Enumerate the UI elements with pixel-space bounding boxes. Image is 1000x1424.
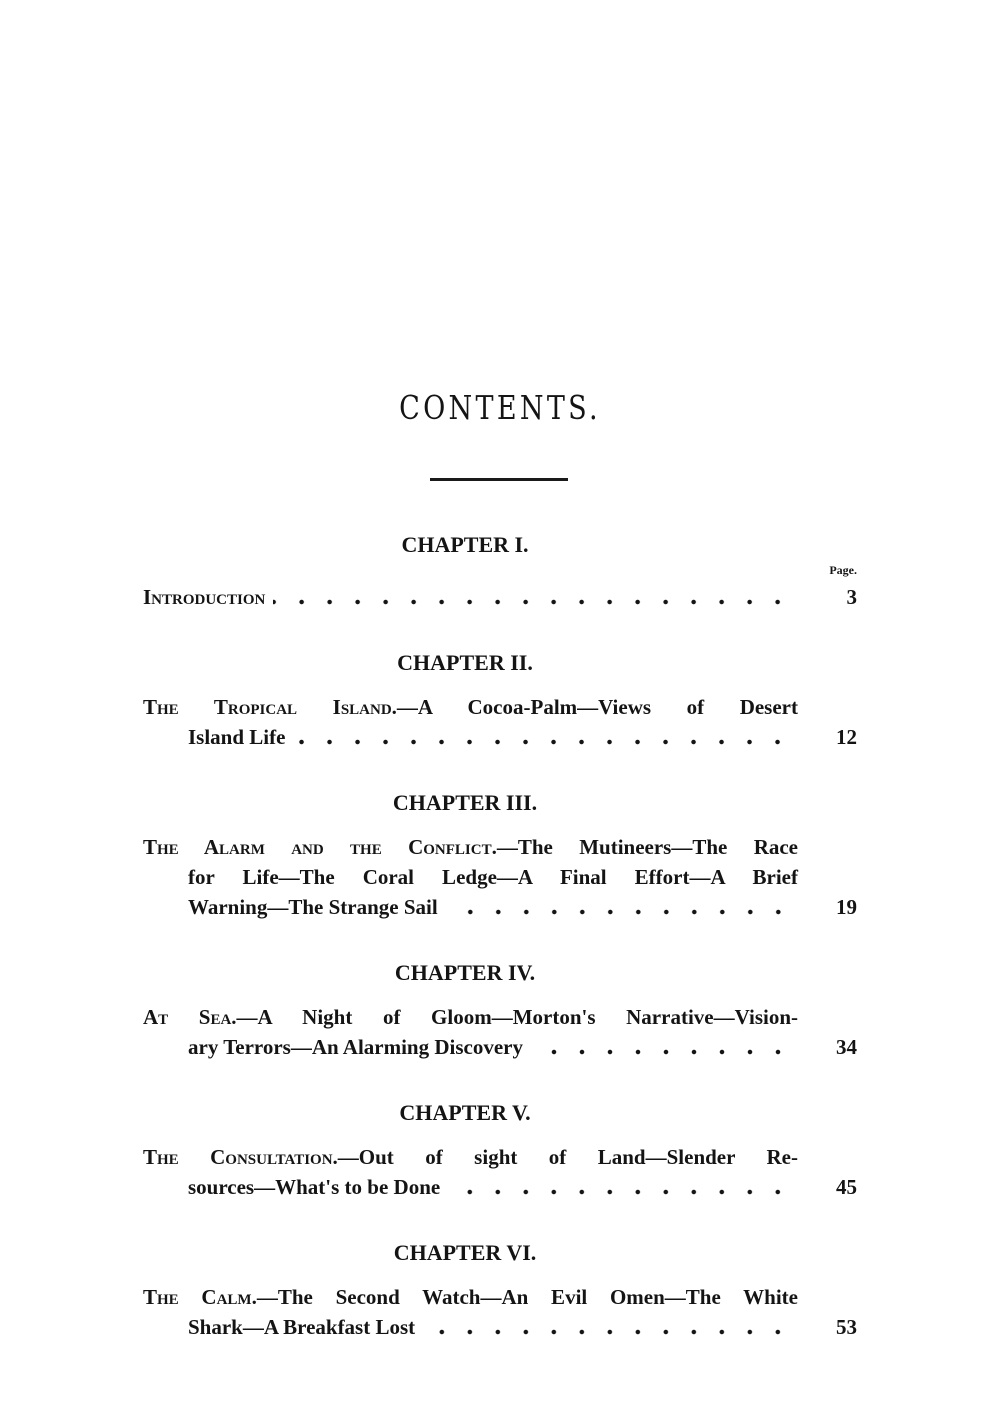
toc-line-text (188, 862, 798, 892)
section-summary: —Out of sight of Land—Slender Re- (337, 1145, 798, 1169)
toc-line-text (143, 832, 798, 862)
toc-line (143, 722, 857, 752)
page-title: CONTENTS. (399, 388, 601, 427)
table-of-contents (143, 530, 857, 1378)
section-title: Introduction (143, 585, 266, 609)
chapter-heading: CHAPTER II. (397, 650, 533, 675)
section-title: At Sea. (143, 1005, 237, 1029)
chapter-heading: CHAPTER I. (401, 532, 529, 557)
dot-leader (423, 1329, 792, 1335)
chapter-entry (143, 788, 857, 922)
toc-line-text (143, 1002, 798, 1032)
section-summary: Warning—The Strange Sail (188, 895, 438, 919)
section-title: The Consultation. (143, 1145, 338, 1169)
dot-leader (293, 739, 792, 745)
chapter-heading: CHAPTER III. (392, 790, 538, 815)
toc-line (143, 1282, 857, 1312)
section-summary: for Life—The Coral Ledge—A Final Effort—A Brief (188, 865, 798, 889)
toc-line-text (143, 582, 265, 612)
toc-line (143, 1312, 857, 1342)
section-summary: Shark—A Breakfast Lost (188, 1315, 416, 1339)
toc-line-text (188, 1172, 440, 1202)
chapter-entry (143, 1098, 857, 1202)
section-summary: —The Second Watch—An Evil Omen—The White (256, 1285, 798, 1309)
section-summary: sources—What's to be Done (188, 1175, 441, 1199)
section-summary: ary Terrors—An Alarming Discovery (188, 1035, 523, 1059)
toc-line (143, 1002, 857, 1032)
section-summary: Island Life (188, 725, 286, 749)
toc-line (143, 692, 857, 722)
chapter-heading: CHAPTER VI. (393, 1240, 537, 1265)
toc-line (143, 582, 857, 612)
dot-leader (531, 1049, 792, 1055)
chapter-entry (143, 1238, 857, 1342)
toc-line-text (188, 1312, 415, 1342)
toc-line (143, 1172, 857, 1202)
dot-leader (448, 1189, 792, 1195)
chapter-entry (143, 958, 857, 1062)
toc-line (143, 1142, 857, 1172)
section-title: The Tropical Island. (143, 695, 397, 719)
toc-line-text (188, 1032, 523, 1062)
section-title: The Calm. (143, 1285, 257, 1309)
section-summary: —The Mutineers—The Race (496, 835, 798, 859)
section-summary: —A Night of Gloom—Morton's Narrative—Vision- (236, 1005, 798, 1029)
toc-line-text (188, 722, 285, 752)
page-number: 53 (836, 1315, 857, 1339)
page-number: 19 (836, 895, 857, 919)
chapter-heading: CHAPTER V. (399, 1100, 531, 1125)
title-rule (430, 478, 568, 481)
toc-line-text (143, 1282, 798, 1312)
dot-leader (446, 909, 792, 915)
page-number: 12 (836, 725, 857, 749)
chapter-heading: CHAPTER IV. (394, 960, 536, 985)
toc-line (143, 862, 857, 892)
page-number: 3 (846, 585, 857, 609)
chapter-entry (143, 530, 857, 612)
toc-line (143, 892, 857, 922)
chapter-entry (143, 648, 857, 752)
toc-line-text (143, 1142, 798, 1172)
section-title: The Alarm and the Conflict. (143, 835, 497, 859)
toc-line-text (143, 692, 798, 722)
section-summary: —A Cocoa-Palm—Views of Desert (396, 695, 798, 719)
dot-leader (273, 599, 792, 605)
toc-line-text (188, 892, 438, 922)
toc-line (143, 832, 857, 862)
page-number: 34 (836, 1035, 857, 1059)
page-column-label: Page. (829, 563, 857, 577)
toc-line (143, 1032, 857, 1062)
page-number: 45 (836, 1175, 857, 1199)
